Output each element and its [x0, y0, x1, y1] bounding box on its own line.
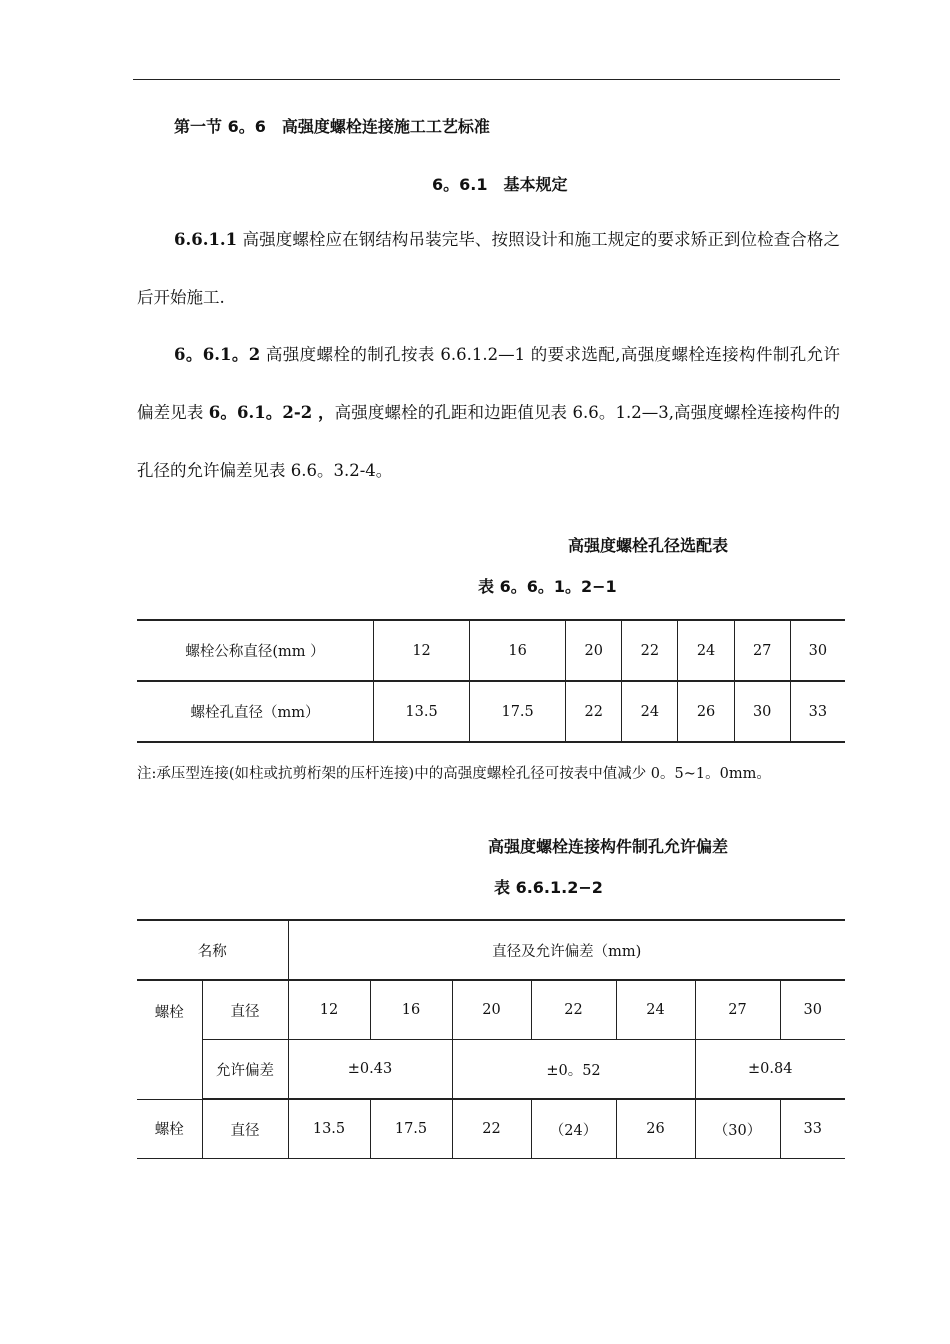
table-cell: 30	[780, 980, 845, 1040]
table-row	[137, 1099, 845, 1159]
header-value: 直径及允许偏差（mm)	[288, 920, 845, 980]
table-row	[137, 681, 845, 742]
table-cell: 16	[370, 980, 452, 1040]
table-cell: 22	[566, 681, 622, 742]
table-cell: 33	[780, 1099, 845, 1159]
clause-6-6-1-1	[137, 211, 840, 327]
hole-tolerance-table	[137, 919, 845, 1159]
clause-number: 6。6.1。2	[174, 345, 261, 364]
table-cell: 22	[452, 1099, 531, 1159]
table-cell: 12	[374, 620, 470, 681]
table-header-row	[137, 920, 845, 980]
table-cell: （24）	[531, 1099, 616, 1159]
row-label: 直径	[202, 1099, 288, 1159]
table2-title: 高强度螺栓连接构件制孔允许偏差	[488, 837, 729, 856]
group-label: 螺栓	[137, 980, 202, 1099]
table-reference: 6。6.1。2-2 ，	[208, 403, 335, 422]
row-label: 允许偏差	[202, 1040, 288, 1100]
table-row	[137, 1040, 845, 1100]
table-cell: 16	[470, 620, 566, 681]
table-cell: ±0.43	[288, 1040, 452, 1100]
table-cell: 22	[622, 620, 678, 681]
table1-title: 高强度螺栓孔径选配表	[568, 536, 729, 555]
table-cell: 13.5	[288, 1099, 370, 1159]
clause-text: 高强度螺栓的制孔按表 6.6.1.2—1 的要求选配,高强度螺栓连接构件制孔允许偏差见表	[137, 345, 840, 422]
table-cell: 24	[678, 620, 734, 681]
table-cell: 20	[566, 620, 622, 681]
table1-number: 表 6。6。1。2−1	[478, 577, 617, 596]
clause-text: 高强度螺栓应在钢结构吊装完毕、按照设计和施工规定的要求矫正到位检查合格之后开始施工.	[137, 230, 841, 307]
section-title: 第一节 6。6 高强度螺栓连接施工工艺标准	[174, 117, 490, 136]
row-label: 螺栓孔直径（mm）	[137, 681, 374, 742]
table-cell: 30	[734, 681, 790, 742]
header-name: 名称	[137, 920, 288, 980]
subsection-title: 6。6.1 基本规定	[432, 175, 568, 194]
table-cell: 26	[616, 1099, 695, 1159]
table-cell: 17.5	[370, 1099, 452, 1159]
table-row	[137, 620, 845, 681]
bolt-hole-selection-table	[137, 619, 845, 743]
table-cell: 24	[616, 980, 695, 1040]
table-cell: 12	[288, 980, 370, 1040]
table-row	[137, 980, 845, 1040]
table-cell: ±0.84	[695, 1040, 845, 1100]
table-cell: 26	[678, 681, 734, 742]
table-cell: 33	[790, 681, 845, 742]
header-rule	[133, 79, 840, 80]
clause-text: 高强度螺栓的孔距和边距值见表 6.6。1.2—3,高强度螺栓连接构件的孔径的允许偏差见表 6.6。3.2-4。	[137, 403, 841, 480]
table-cell: 30	[790, 620, 845, 681]
table-cell: 20	[452, 980, 531, 1040]
row-label: 直径	[202, 980, 288, 1040]
group-label: 螺栓	[137, 1099, 202, 1159]
table-cell: （30）	[695, 1099, 780, 1159]
table-cell: 13.5	[374, 681, 470, 742]
table-cell: 27	[734, 620, 790, 681]
table-cell: 17.5	[470, 681, 566, 742]
table-cell: 24	[622, 681, 678, 742]
table-cell: 22	[531, 980, 616, 1040]
table-cell: ±0。52	[452, 1040, 695, 1100]
clause-6-6-1-2	[137, 326, 840, 500]
clause-number: 6.6.1.1	[174, 230, 238, 249]
table-cell: 27	[695, 980, 780, 1040]
row-label: 螺栓公称直径(mm ）	[185, 644, 325, 660]
table1-note: 注:承压型连接(如柱或抗剪桁架的压杆连接)中的高强度螺栓孔径可按表中值减少 0。5~1。0mm。	[137, 766, 771, 782]
table2-number: 表 6.6.1.2−2	[494, 878, 603, 897]
